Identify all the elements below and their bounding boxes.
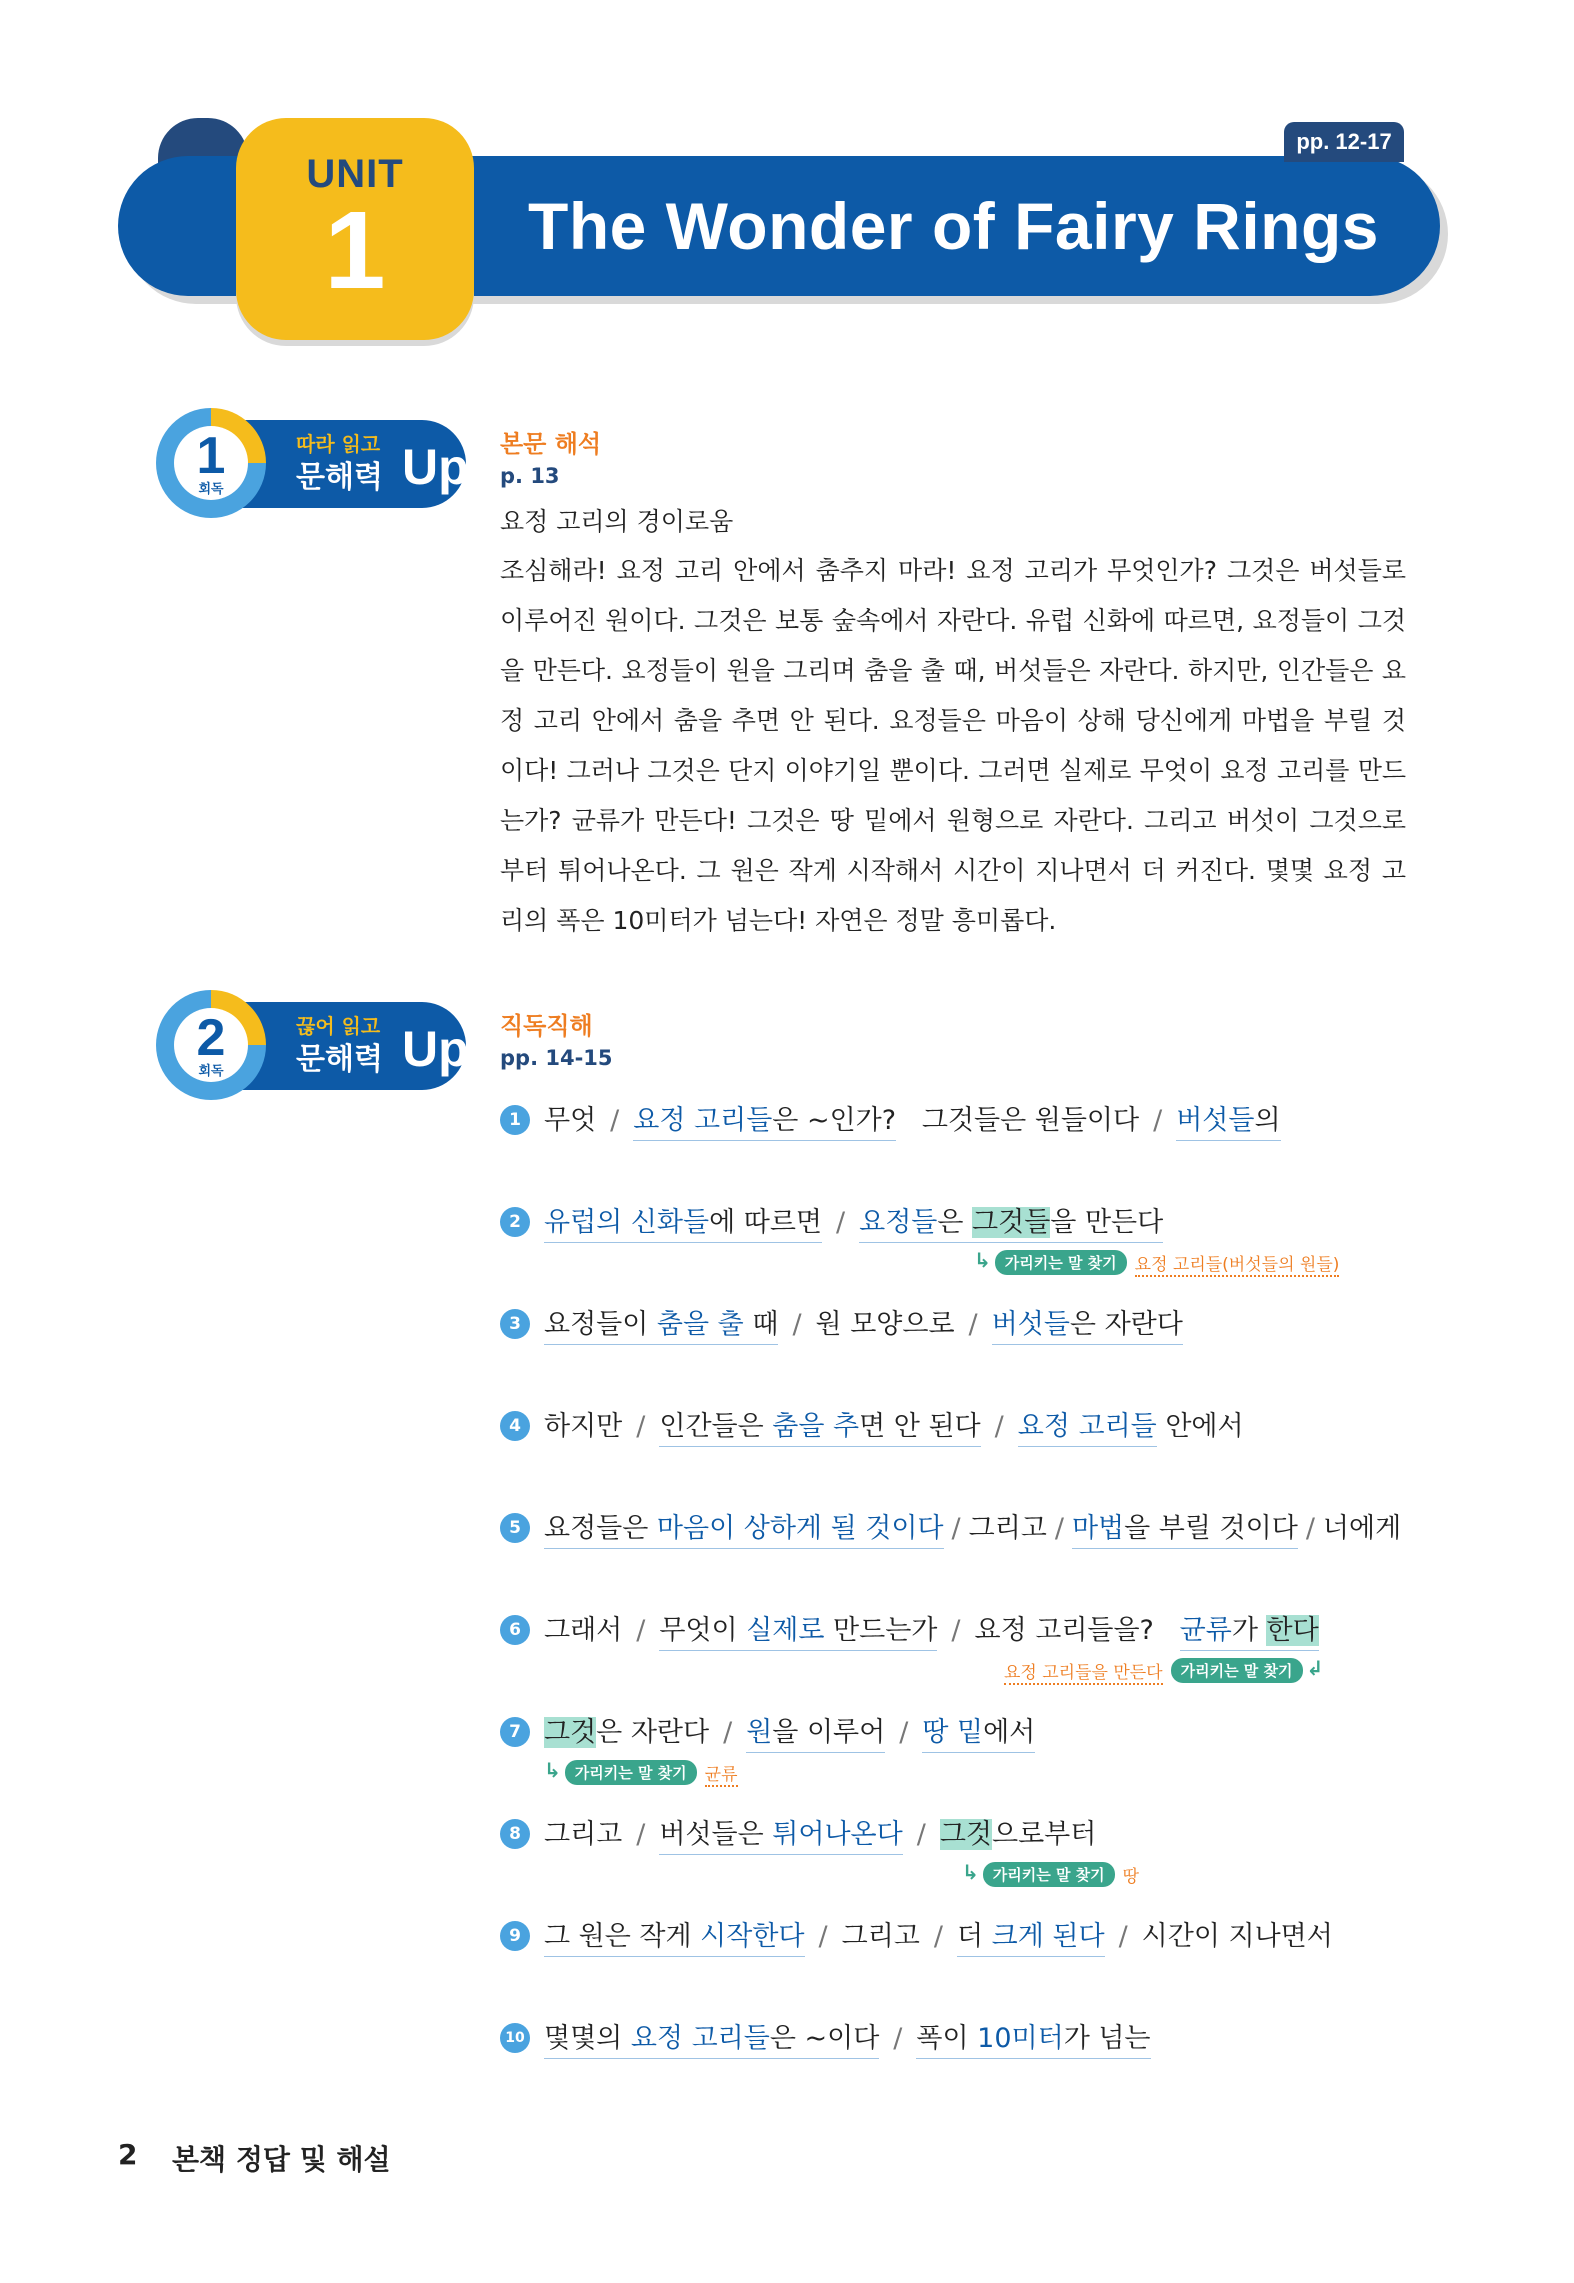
reference-hint-7 bbox=[544, 1758, 738, 1785]
key-phrase: 10미터 bbox=[977, 2023, 1064, 2054]
line-number: 7 bbox=[500, 1717, 530, 1747]
unit-title: The Wonder of Fairy Rings bbox=[528, 189, 1380, 263]
chunk: 그것들은 원들이다 bbox=[921, 1105, 1140, 1136]
hint-answer: 요정 고리들(버섯들의 원들) bbox=[1134, 1254, 1340, 1275]
slash: / bbox=[968, 1309, 978, 1340]
section1-subtitle: 요정 고리의 경이로움 bbox=[500, 507, 734, 536]
chunk: 하지만 bbox=[544, 1411, 623, 1442]
slash: / bbox=[636, 1411, 646, 1442]
slash: / bbox=[610, 1105, 620, 1136]
chunk-text: 에서 bbox=[983, 1717, 1036, 1748]
chunk bbox=[544, 1200, 822, 1243]
chunk bbox=[544, 1506, 944, 1549]
key-phrase: 원 bbox=[746, 1717, 773, 1748]
slash: / bbox=[916, 1819, 926, 1850]
chunk-text: 안에서 bbox=[1156, 1411, 1244, 1442]
reading-line-9 bbox=[500, 1914, 1460, 1964]
chunk bbox=[1176, 1098, 1280, 1141]
chunk: 원 모양으로 bbox=[815, 1309, 955, 1340]
reading-line-2 bbox=[500, 1200, 1460, 1250]
line-number: 3 bbox=[500, 1309, 530, 1339]
line-number: 5 bbox=[500, 1513, 530, 1543]
reference-word: 한다 bbox=[1266, 1615, 1319, 1646]
section2-heading: 직독직해 bbox=[500, 1012, 593, 1040]
slash: / bbox=[951, 1615, 961, 1646]
chunk-text: 더 bbox=[956, 1921, 992, 1952]
slash: / bbox=[792, 1309, 802, 1340]
chunk bbox=[659, 1404, 980, 1447]
key-phrase: 춤을 출 bbox=[656, 1309, 744, 1340]
key-phrase: 마법 bbox=[1071, 1513, 1125, 1544]
chunk: 요정 고리들을? bbox=[974, 1615, 1154, 1646]
key-phrase: 땅 밑 bbox=[922, 1717, 984, 1748]
chunk-text: 면 안 된다 bbox=[859, 1411, 981, 1442]
key-phrase: 요정 고리들 bbox=[633, 1105, 773, 1136]
chunk-text: 요정들은 bbox=[544, 1513, 657, 1544]
session-badge-2 bbox=[156, 990, 469, 1100]
chunk-text: 은 자란다 bbox=[596, 1717, 710, 1748]
unit-number: 1 bbox=[324, 189, 386, 312]
chunk bbox=[957, 1914, 1105, 1957]
hint-answer: 균류 bbox=[704, 1764, 738, 1785]
chunk-text: 요정들이 bbox=[544, 1309, 657, 1340]
arrow-icon: ↳ bbox=[974, 1248, 991, 1272]
chunk-text: 은 ~인가? bbox=[772, 1105, 897, 1136]
key-phrase: 요정들 bbox=[859, 1207, 938, 1238]
slash: / bbox=[836, 1207, 846, 1238]
reading-line-7 bbox=[500, 1710, 1460, 1760]
key-phrase: 튀어나온다 bbox=[772, 1819, 903, 1850]
reference-word: 그것들 bbox=[972, 1207, 1051, 1238]
chunk bbox=[746, 1710, 885, 1753]
slash: / bbox=[893, 2023, 903, 2054]
key-phrase: 균류 bbox=[1179, 1615, 1232, 1646]
chunk bbox=[544, 2016, 879, 2059]
slash: / bbox=[636, 1615, 646, 1646]
chunk-text: 은 자란다 bbox=[1069, 1309, 1183, 1340]
hint-tag: 가리키는 말 찾기 bbox=[995, 1250, 1127, 1275]
section2-page: pp. 14-15 bbox=[500, 1046, 613, 1070]
slash: / bbox=[1054, 1513, 1064, 1544]
section1-body: 조심해라! 요정 고리 안에서 춤추지 마라! 요정 고리가 무엇인가? 그것은 버섯들로 이루어진 원이다. 그것은 보통 숲속에서 자란다. 유럽 신화에 따르면, 요정들이 그것을 만든다. 요정들이 원을 그리며 춤을 출 때, 버섯들은 자란다. 하지만, 인간들은 요정 고리 안에서 춤을 추면 안 된다. 요정들은 마음이 상해 당신에게 마법을 부릴 것이다! 그러나 그것은 단지 이야기일 뿐이다. 그러면 실제로 무엇이 요정 고리를 만드는가? 균류가 만든다! 그것은 땅 밑에서 원형으로 자란다. 그리고 버섯이 그것으로부터 튀어나온다. 그 원은 작게 시작해서 시간이 지나면서 더 커진다. 몇몇 요정 고리의 폭은 10미터가 넘는다! 자연은 정말 흥미롭다. bbox=[500, 556, 1406, 935]
reference-word: 그것 bbox=[544, 1717, 597, 1748]
badge-top-label: 끊어 읽고 bbox=[296, 1014, 381, 1038]
chunk-text: 버섯들은 bbox=[659, 1819, 773, 1850]
slash: / bbox=[1118, 1921, 1128, 1952]
slash: / bbox=[994, 1411, 1004, 1442]
hint-tag: 가리키는 말 찾기 bbox=[1171, 1658, 1303, 1683]
hint-tag: 가리키는 말 찾기 bbox=[565, 1760, 697, 1785]
footer-label: 본책 정답 및 해설 bbox=[172, 2143, 391, 2176]
chunk bbox=[659, 1608, 937, 1651]
chunk-text: 을 이루어 bbox=[772, 1717, 886, 1748]
chunk-text: 몇몇의 bbox=[544, 2023, 631, 2054]
section1-heading: 본문 해석 bbox=[500, 430, 602, 458]
chunk bbox=[992, 1302, 1183, 1345]
badge-top-label: 따라 읽고 bbox=[296, 432, 381, 456]
line-number: 6 bbox=[500, 1615, 530, 1645]
chunk-text: 의 bbox=[1254, 1105, 1281, 1136]
chunk-text: 은 ~이다 bbox=[769, 2023, 880, 2054]
chunk bbox=[1072, 1506, 1298, 1549]
reference-hint-2 bbox=[974, 1248, 1339, 1275]
chunk bbox=[916, 2016, 1150, 2059]
chunk bbox=[544, 1302, 778, 1345]
reference-hint-6 bbox=[1004, 1656, 1327, 1683]
key-phrase: 춤을 추 bbox=[772, 1411, 860, 1442]
chunk: 무엇 bbox=[544, 1105, 597, 1136]
badge-number: 1 bbox=[196, 427, 226, 485]
line-number: 9 bbox=[500, 1921, 530, 1951]
reading-line-6 bbox=[500, 1608, 1460, 1658]
chunk-text: 을 만든다 bbox=[1050, 1207, 1164, 1238]
badge-sub: 회독 bbox=[198, 1064, 224, 1079]
key-phrase: 크게 된다 bbox=[991, 1921, 1105, 1952]
reading-line-4 bbox=[500, 1404, 1460, 1454]
slash: / bbox=[951, 1513, 961, 1544]
key-phrase: 실제로 bbox=[746, 1615, 825, 1646]
badge-main-label: 문해력 bbox=[296, 460, 383, 495]
slash: / bbox=[933, 1921, 943, 1952]
line-number: 8 bbox=[500, 1819, 530, 1849]
key-phrase: 시작한다 bbox=[700, 1921, 805, 1952]
reading-line-3 bbox=[500, 1302, 1460, 1352]
hint-tag: 가리키는 말 찾기 bbox=[983, 1862, 1115, 1887]
section1-page: p. 13 bbox=[500, 464, 560, 488]
session-badge-1 bbox=[156, 408, 469, 518]
chunk: 그리고 bbox=[841, 1921, 920, 1952]
slash: / bbox=[899, 1717, 909, 1748]
arrow-icon: ↳ bbox=[962, 1860, 979, 1884]
chunk: 그래서 bbox=[544, 1615, 623, 1646]
unit-number-box bbox=[236, 118, 474, 340]
key-phrase: 유럽의 신화들 bbox=[544, 1207, 710, 1238]
reference-hint-8 bbox=[962, 1860, 1139, 1887]
chunk bbox=[544, 1914, 805, 1957]
chunk: 시간이 지나면서 bbox=[1141, 1921, 1333, 1952]
chunk bbox=[859, 1200, 1163, 1243]
key-phrase: 버섯들 bbox=[1176, 1105, 1255, 1136]
badge-sub: 회독 bbox=[198, 482, 224, 497]
badge-number: 2 bbox=[196, 1009, 226, 1067]
page-number: 2 bbox=[118, 2138, 138, 2171]
slash: / bbox=[1153, 1105, 1163, 1136]
key-phrase: 요정 고리들 bbox=[1017, 1411, 1157, 1442]
reading-line-5 bbox=[500, 1506, 1460, 1556]
key-phrase: 마음이 상하게 될 것이다 bbox=[656, 1513, 944, 1544]
chunk: 그리고 bbox=[968, 1513, 1047, 1544]
line-number: 1 bbox=[500, 1105, 530, 1135]
reference-word: 그것 bbox=[939, 1819, 992, 1850]
chunk-text: 폭이 bbox=[916, 2023, 978, 2054]
reading-line-8 bbox=[500, 1812, 1460, 1862]
chunk-text: 가 bbox=[1231, 1615, 1267, 1646]
arrow-icon: ↳ bbox=[544, 1758, 561, 1782]
chunk bbox=[659, 1812, 902, 1855]
hint-answer: 땅 bbox=[1122, 1866, 1140, 1887]
chunk bbox=[1180, 1608, 1319, 1651]
key-phrase: 버섯들 bbox=[991, 1309, 1070, 1340]
slash: / bbox=[636, 1819, 646, 1850]
badge-main-label: 문해력 bbox=[296, 1042, 383, 1077]
chunk-text: 은 bbox=[937, 1207, 973, 1238]
reading-line-1 bbox=[500, 1098, 1460, 1148]
badge-up-label: Up bbox=[402, 439, 469, 495]
slash: / bbox=[723, 1717, 733, 1748]
hint-answer: 요정 고리들을 만든다 bbox=[1004, 1662, 1163, 1683]
chunk: 그리고 bbox=[544, 1819, 623, 1850]
key-phrase: 요정 고리들 bbox=[630, 2023, 770, 2054]
chunk-text: 인간들은 bbox=[659, 1411, 773, 1442]
chunk-text: 무엇이 bbox=[659, 1615, 747, 1646]
chunk bbox=[633, 1098, 896, 1141]
line-number: 4 bbox=[500, 1411, 530, 1441]
arrow-icon: ↲ bbox=[1306, 1656, 1324, 1680]
chunk-text: 을 부릴 것이다 bbox=[1124, 1513, 1298, 1544]
line-number: 2 bbox=[500, 1207, 530, 1237]
chunk bbox=[922, 1710, 1035, 1753]
slash: / bbox=[1305, 1513, 1315, 1544]
chunk-text: 그 원은 작게 bbox=[544, 1921, 701, 1952]
pages-tag: pp. 12-17 bbox=[1284, 122, 1404, 162]
chunk-text: 으로부터 bbox=[991, 1819, 1097, 1850]
badge-up-label: Up bbox=[402, 1021, 469, 1077]
line-number: 10 bbox=[500, 2023, 530, 2053]
reading-line-10 bbox=[500, 2016, 1460, 2066]
chunk bbox=[1018, 1404, 1157, 1447]
unit-label: UNIT bbox=[306, 152, 404, 196]
slash: / bbox=[818, 1921, 828, 1952]
chunk-text: 가 넘는 bbox=[1063, 2023, 1151, 2054]
chunk-text: 만드는가 bbox=[824, 1615, 938, 1646]
chunk: 너에게 bbox=[1322, 1513, 1402, 1544]
chunk-text: 에 따르면 bbox=[709, 1207, 822, 1238]
chunk-text: 때 bbox=[743, 1309, 779, 1340]
